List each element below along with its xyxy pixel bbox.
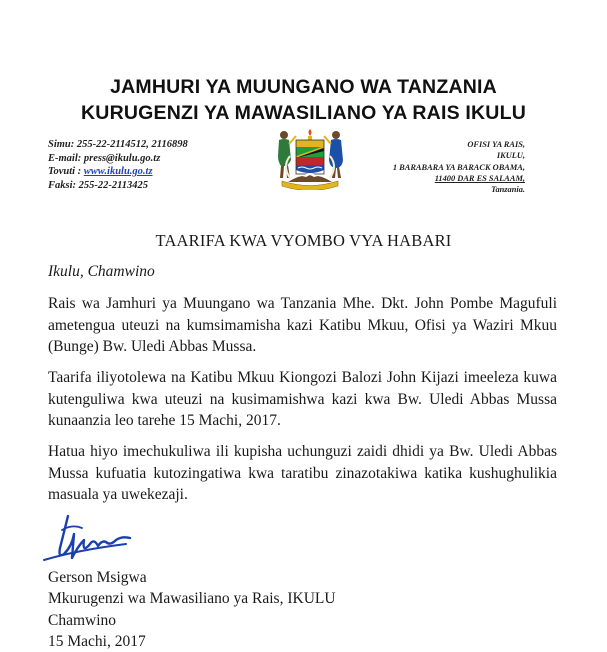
body-paragraph-1: Rais wa Jamhuri ya Muungano wa Tanzania Mhe. Dkt. John Pombe Magufuli ametengua uteuzi na kumsimamisha kazi Katibu Mkuu, Ofisi ya Waziri Mkuu (Bunge) Bw. Uledi Abbas Mussa.	[48, 295, 557, 356]
contact-website	[48, 165, 188, 179]
signature-icon	[38, 510, 138, 572]
signatory-title: Mkurugenzi wa Mawasiliano ya Rais, IKULU	[48, 590, 336, 608]
address-line4: 11400 DAR ES SALAAM,	[434, 173, 525, 183]
header-title-line2: KURUGENZI YA MAWASILIANO YA RAIS IKULU	[81, 102, 526, 124]
address-line2: IKULU,	[496, 151, 525, 161]
address-line3: 1 BARABARA YA BARACK OBAMA,	[392, 162, 525, 172]
body-paragraph-3: Hatua hiyo imechukuliwa ili kupisha uchunguzi zaidi dhidi ya Bw. Uledi Abbas Mussa kufuatia kutozingatiwa kwa taratibu zinazotakiwa katika kushughulikia masuala ya uwekezaji.	[48, 443, 557, 504]
document-heading: TAARIFA KWA VYOMBO VYA HABARI	[155, 231, 452, 250]
website-link[interactable]: www.ikulu.go.tz	[83, 166, 153, 177]
address-line1: OFISI YA RAIS,	[467, 140, 525, 149]
address-block	[393, 139, 525, 195]
contact-phone: Simu: 255-22-2114512, 2116898	[48, 139, 188, 150]
contact-email: E-mail: press@ikulu.go.tz	[48, 152, 161, 164]
contact-website-label: Tovuti :	[48, 166, 84, 177]
address-line5: Tanzania.	[491, 185, 525, 195]
coat-of-arms-icon	[272, 126, 348, 190]
contact-block	[48, 138, 188, 192]
contact-fax: Faksi: 255-22-2113425	[48, 179, 149, 191]
closing-location: Chamwino	[48, 611, 117, 629]
header-title-line1: JAMHURI YA MUUNGANO WA TANZANIA	[110, 76, 497, 98]
body-paragraph-2: Taarifa iliyotolewa na Katibu Mkuu Kiongozi Balozi John Kijazi imeeleza kuwa kutenguliwa kwa uteuzi na kusimamishwa kazi kwa Bw. Uledi Abbas Mussa kunaanzia leo tarehe 15 Machi, 2017.	[48, 369, 557, 430]
document-place: Ikulu, Chamwino	[48, 263, 155, 280]
signatory-name: Gerson Msigwa	[48, 569, 147, 586]
shield	[296, 140, 324, 174]
closing-date: 15 Machi, 2017	[48, 632, 146, 650]
closing-block	[48, 567, 336, 652]
